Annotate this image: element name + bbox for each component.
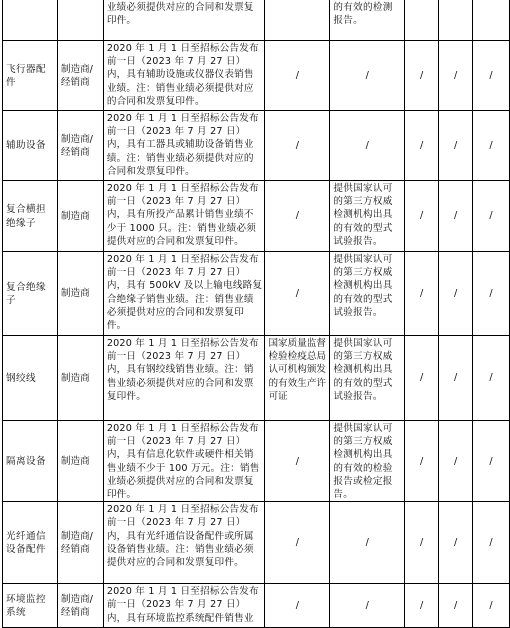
supplier-type-cell: 制造商/经销商	[57, 111, 103, 181]
extra-requirement-cell-2: /	[439, 111, 473, 181]
table-row	[3, 41, 510, 111]
production-license-cell	[265, 0, 330, 41]
table-row	[3, 0, 510, 41]
extra-requirement-cell-1: /	[405, 181, 439, 252]
table-row	[3, 252, 510, 336]
extra-requirement-cell-1	[405, 0, 439, 41]
extra-requirement-cell-1: /	[405, 336, 439, 421]
extra-requirement-cell-3: /	[473, 421, 510, 502]
performance-requirement-cell: 2020 年 1 月 1 日至招标公告发布前一日（2023 年 7 月 27 日）内，具有信息化软件或硬件相关销售业绩不少于 100 万元。注：销售业绩必须提供对应的合同和发票复印件。	[103, 421, 265, 502]
test-report-cell: /	[330, 41, 405, 111]
product-name-cell: 光纤通信设备配件	[3, 502, 58, 584]
production-license-cell: /	[265, 584, 330, 628]
product-name-cell: 复合绝缘子	[3, 252, 58, 336]
test-report-cell: /	[330, 502, 405, 584]
table-row	[3, 181, 510, 252]
extra-requirement-cell-1: /	[405, 584, 439, 628]
table-row	[3, 421, 510, 502]
supplier-type-cell: 制造商	[57, 421, 103, 502]
supplier-type-cell: 制造商	[57, 252, 103, 336]
product-name-cell: 隔离设备	[3, 421, 58, 502]
performance-requirement-cell: 2020 年 1 月 1 日至招标公告发布前一日（2023 年 7 月 27 日）内，具有工器具或辅助设备销售业绩。注：销售业绩必须提供对应的合同和发票复印件。	[103, 111, 265, 181]
performance-requirement-cell: 2020 年 1 月 1 日至招标公告发布前一日（2023 年 7 月 27 日）内，具有 500kV 及以上输电线路复合绝缘子销售业绩。注：销售业绩必须提供对应的合同和发票复印件。	[103, 252, 265, 336]
table-row	[3, 336, 510, 421]
extra-requirement-cell-2: /	[439, 336, 473, 421]
table-row	[3, 584, 510, 628]
production-license-cell: /	[265, 421, 330, 502]
extra-requirement-cell-3: /	[473, 181, 510, 252]
supplier-type-cell: 制造商	[57, 336, 103, 421]
extra-requirement-cell-2: /	[439, 252, 473, 336]
table-body	[3, 0, 510, 628]
supplier-type-cell: 制造商/经销商	[57, 584, 103, 628]
extra-requirement-cell-2: /	[439, 421, 473, 502]
test-report-cell: 提供国家认可的第三方权威检测机构出具的有效的检验报告或检定报告。	[330, 421, 405, 502]
product-name-cell: 环境监控系统	[3, 584, 58, 628]
extra-requirement-cell-2: /	[439, 181, 473, 252]
extra-requirement-cell-1: /	[405, 421, 439, 502]
extra-requirement-cell-3: /	[473, 111, 510, 181]
extra-requirement-cell-3: /	[473, 336, 510, 421]
extra-requirement-cell-2: /	[439, 41, 473, 111]
test-report-cell: /	[330, 584, 405, 628]
extra-requirement-cell-1: /	[405, 41, 439, 111]
product-name-cell: 辅助设备	[3, 111, 58, 181]
table-row	[3, 111, 510, 181]
extra-requirement-cell-2: /	[439, 584, 473, 628]
performance-requirement-cell: 2020 年 1 月 1 日至招标公告发布前一日（2023 年 7 月 27 日）内，具有钢绞线销售业绩。注：销售业绩必须提供对应的合同和发票复印件。	[103, 336, 265, 421]
extra-requirement-cell-3: /	[473, 584, 510, 628]
product-name-cell: 飞行器配件	[3, 41, 58, 111]
test-report-cell: 的有效的检测报告。	[330, 0, 405, 41]
production-license-cell: /	[265, 502, 330, 584]
extra-requirement-cell-2	[439, 0, 473, 41]
supplier-type-cell	[57, 0, 103, 41]
performance-requirement-cell: 业绩必须提供对应的合同和发票复印件。	[103, 0, 265, 41]
production-license-cell: /	[265, 252, 330, 336]
performance-requirement-cell: 2020 年 1 月 1 日至招标公告发布前一日（2023 年 7 月 27 日）内，具有辅助设施或仪器仪表销售业绩。注：销售业绩必须提供对应的合同和发票复印件。	[103, 41, 265, 111]
extra-requirement-cell-1: /	[405, 252, 439, 336]
extra-requirement-cell-1: /	[405, 111, 439, 181]
extra-requirement-cell-2: /	[439, 502, 473, 584]
extra-requirement-cell-3: /	[473, 252, 510, 336]
extra-requirement-cell-3	[473, 0, 510, 41]
production-license-cell: /	[265, 111, 330, 181]
production-license-cell: 国家质量监督检验检疫总局认可机构颁发的有效生产许可证	[265, 336, 330, 421]
performance-requirement-cell: 2020 年 1 月 1 日至招标公告发布前一日（2023 年 7 月 27 日）内，具有光纤通信设备配件或所属设备销售业绩。注：销售业绩必须提供对应的合同和发票复印件。	[103, 502, 265, 584]
product-name-cell: 复合横担绝缘子	[3, 181, 58, 252]
product-name-cell: 钢绞线	[3, 336, 58, 421]
production-license-cell: /	[265, 181, 330, 252]
production-license-cell: /	[265, 41, 330, 111]
table-row	[3, 502, 510, 584]
extra-requirement-cell-3: /	[473, 502, 510, 584]
extra-requirement-cell-1: /	[405, 502, 439, 584]
supplier-type-cell: 制造商/经销商	[57, 502, 103, 584]
test-report-cell: 提供国家认可的第三方权威检测机构出具的有效的型式试验报告。	[330, 181, 405, 252]
qualification-table	[2, 0, 510, 628]
performance-requirement-cell: 2020 年 1 月 1 日至招标公告发布前一日（2023 年 7 月 27 日）内，具有环境监控系统配件销售业	[103, 584, 265, 628]
extra-requirement-cell-3: /	[473, 41, 510, 111]
performance-requirement-cell: 2020 年 1 月 1 日至招标公告发布前一日（2023 年 7 月 27 日）内，具有所投产品累计销售业绩不少于 1000 只。注：销售业绩必须提供对应的合同和发票复印件。	[103, 181, 265, 252]
test-report-cell: 提供国家认可的第三方权威检测机构出具的有效的型式试验报告。	[330, 252, 405, 336]
test-report-cell: 提供国家认可的第三方权威检测机构出具的有效的型式试验报告。	[330, 336, 405, 421]
supplier-type-cell: 制造商/经销商	[57, 41, 103, 111]
supplier-type-cell: 制造商	[57, 181, 103, 252]
product-name-cell	[3, 0, 58, 41]
test-report-cell: /	[330, 111, 405, 181]
